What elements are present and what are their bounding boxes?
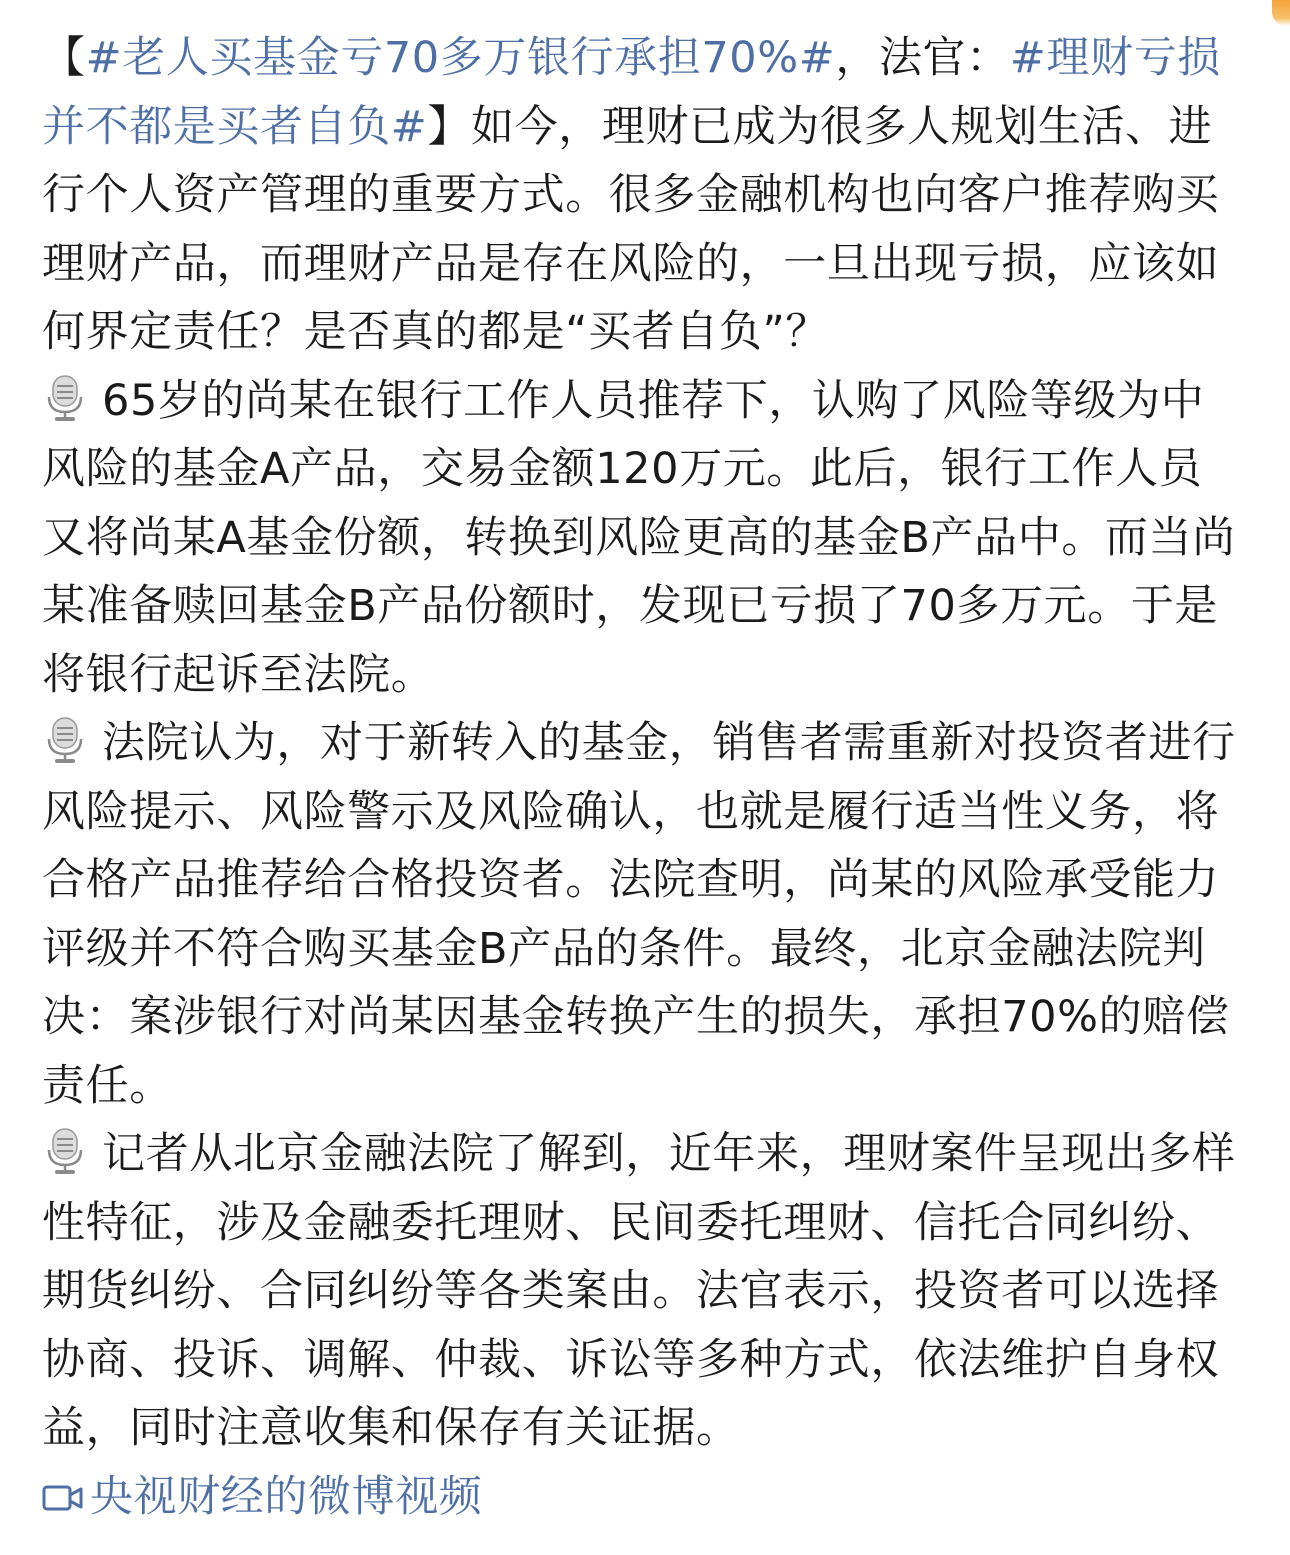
intro-text: 如今，理财已成为很多人规划生活、进行个人资产管理的重要方式。很多金融机构也向客户推荐购买理财产品，而理财产品是存在风险的，一旦出现亏损，应该如何界定责任？是否真的都是“买者自负”？ — [42, 101, 1220, 357]
bracket-close: 】 — [427, 101, 472, 152]
paragraph-3 — [42, 1120, 1242, 1463]
video-link-label: 央视财经的微博视频 — [90, 1471, 483, 1522]
bracket-open: 【 — [42, 33, 86, 83]
paragraph-3-text: 记者从北京金融法院了解到，近年来，理财案件呈现出多样性特征，涉及金融委托理财、民间委托理财、信托合同纠纷、期货纠纷、合同纠纷等各类案由。法官表示，投资者可以选择协商、投诉、调解、仲裁、诉讼等多种方式，依法维护自身权益，同时注意收集和保存有关证据。 — [42, 1129, 1236, 1453]
topic-link-1[interactable]: #老人买基金亏70多万银行承担70%# — [85, 33, 836, 83]
paragraph-2 — [42, 709, 1242, 1120]
video-link[interactable] — [42, 1463, 1242, 1532]
microphone-icon — [42, 1126, 88, 1176]
post-body — [42, 24, 1242, 1531]
video-camera-icon — [42, 1465, 84, 1495]
paragraph-1-text: 65岁的尚某在银行工作人员推荐下，认购了风险等级为中风险的基金A产品，交易金额120万元。此后，银行工作人员又将尚某A基金份额，转换到风险更高的基金B产品中。而当尚某准备赎回基金B产品份额时，发现已亏损了70多万元。于是将银行起诉至法院。 — [42, 375, 1236, 700]
corner-accent — [1272, 0, 1290, 26]
intro-connector: ，法官： — [835, 33, 1010, 83]
paragraph-2-text: 法院认为，对于新转入的基金，销售者需重新对投资者进行风险提示、风险警示及风险确认，也就是履行适当性义务，将合格产品推荐给合格投资者。法院查明，尚某的风险承受能力评级并不符合购买基金B产品的条件。最终，北京金融法院判决：案涉银行对尚某因基金转换产生的损失，承担70%的赔偿责任。 — [42, 718, 1236, 1111]
microphone-icon — [42, 715, 88, 765]
microphone-icon — [42, 373, 88, 423]
paragraph-1 — [42, 367, 1242, 710]
post-intro — [42, 24, 1242, 367]
topic-link-2[interactable]: #理财亏损并不都是买者自负# — [42, 33, 1221, 152]
